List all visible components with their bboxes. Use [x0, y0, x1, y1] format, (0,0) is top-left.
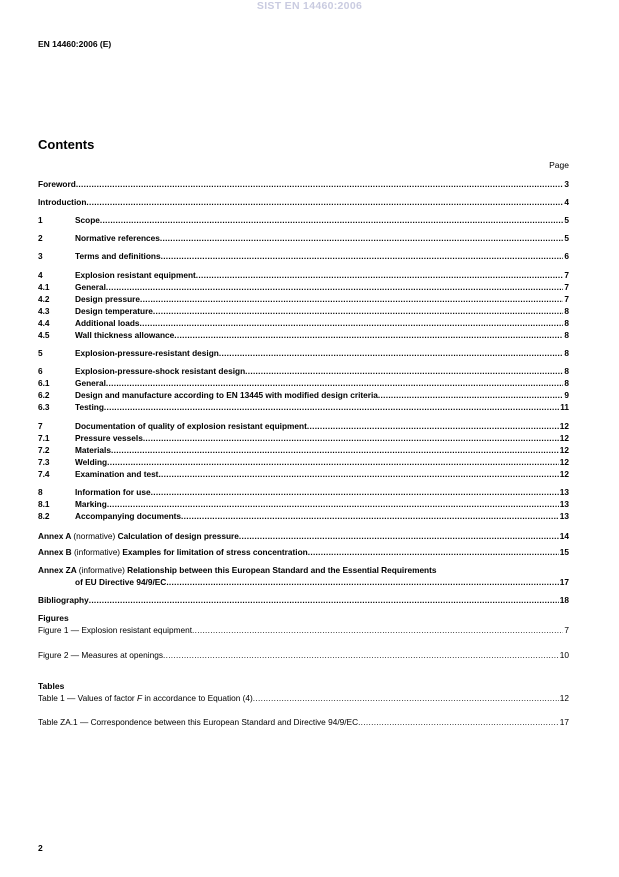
- toc-entry-number: 4.2: [38, 294, 50, 304]
- toc-page-number: 12: [559, 693, 569, 703]
- toc-page-number: 4: [564, 197, 569, 207]
- toc-entry-title: Information for use: [75, 487, 151, 497]
- toc-page-number: 9: [564, 390, 569, 400]
- leader-dots: [104, 402, 559, 413]
- leader-dots: [308, 547, 559, 558]
- toc-entry-number: 3: [38, 251, 43, 261]
- toc-entry-number: 6.3: [38, 402, 50, 412]
- toc-entry-title: Scope: [75, 215, 100, 225]
- toc-entry-number: 8.1: [38, 499, 50, 509]
- annex-title-continued: of EU Directive 94/9/EC: [75, 577, 167, 587]
- leader-dots: [111, 445, 559, 456]
- toc-entry-number: 4.3: [38, 306, 50, 316]
- leader-dots: [253, 693, 559, 704]
- leader-dots: [106, 378, 563, 389]
- toc-entry[interactable]: [38, 469, 569, 480]
- toc-entry-number: 7.4: [38, 469, 50, 479]
- toc-page-number: 18: [559, 595, 569, 605]
- toc-entry-title: Welding: [75, 457, 108, 467]
- toc-entry[interactable]: [38, 330, 569, 341]
- toc-annex-za[interactable]: [38, 565, 569, 576]
- leader-dots: [378, 390, 563, 401]
- toc-entry-title: Design pressure: [75, 294, 141, 304]
- annex-label: Annex B: [38, 547, 72, 557]
- toc-entry-title: Testing: [75, 402, 104, 412]
- toc-page-number: 8: [564, 318, 569, 328]
- figure-entry[interactable]: [38, 650, 569, 661]
- toc-annex-a[interactable]: [38, 531, 569, 542]
- leader-dots: [86, 197, 563, 208]
- toc-page-number: 5: [564, 215, 569, 225]
- toc-page-number: 12: [559, 457, 569, 467]
- table-entry[interactable]: [38, 717, 569, 728]
- figure-title: Figure 1 — Explosion resistant equipment: [38, 625, 193, 635]
- annex-title: Examples for limitation of stress concentration: [122, 547, 308, 557]
- toc-page-number: 7: [564, 294, 569, 304]
- toc-entry[interactable]: [38, 390, 569, 401]
- toc-entry-number: 5: [38, 348, 43, 358]
- toc-page-number: 12: [559, 469, 569, 479]
- leader-dots: [107, 499, 559, 510]
- toc-entry-title: Pressure vessels: [75, 433, 143, 443]
- toc-entry[interactable]: [38, 421, 569, 432]
- toc-entry-number: 4.1: [38, 282, 50, 292]
- leader-dots: [89, 595, 559, 606]
- toc-page-number: 7: [564, 282, 569, 292]
- toc-entry[interactable]: [38, 402, 569, 413]
- annex-label: Annex ZA: [38, 565, 77, 575]
- leader-dots: [106, 282, 563, 293]
- leader-dots: [219, 348, 564, 359]
- toc-entry-number: 1: [38, 215, 43, 225]
- toc-entry-number: 4: [38, 270, 43, 280]
- leader-dots: [160, 233, 564, 244]
- toc-entry-number: 8.2: [38, 511, 50, 521]
- toc-entry-title: Marking: [75, 499, 107, 509]
- leader-dots: [151, 487, 559, 498]
- toc-entry-title: Bibliography: [38, 595, 89, 605]
- toc-entry-number: 4.4: [38, 318, 50, 328]
- toc-entry[interactable]: [38, 270, 569, 281]
- toc-entry-title: Normative references: [75, 233, 160, 243]
- leader-dots: [76, 179, 564, 190]
- toc-entry[interactable]: [38, 215, 569, 226]
- figures-heading: Figures: [38, 613, 69, 623]
- toc-entry-title: Accompanying documents: [75, 511, 182, 521]
- leader-dots: [166, 577, 558, 588]
- toc-entry-number: 8: [38, 487, 43, 497]
- leader-dots: [100, 215, 563, 226]
- toc-entry[interactable]: [38, 233, 569, 244]
- toc-page-number: 12: [559, 421, 569, 431]
- toc-entry[interactable]: [38, 445, 569, 456]
- leader-dots: [245, 366, 563, 377]
- leader-dots: [307, 421, 559, 432]
- toc-page-number: 8: [564, 366, 569, 376]
- toc-page-number: 17: [559, 717, 569, 727]
- page-column-label: Page: [549, 160, 569, 170]
- page-title: Contents: [38, 137, 95, 152]
- table-entry[interactable]: [38, 693, 569, 704]
- toc-entry-title: Explosion resistant equipment: [75, 270, 196, 280]
- leader-dots: [358, 717, 559, 728]
- toc-entry-title: Design and manufacture according to EN 13445 with modified design criteria: [75, 390, 378, 400]
- watermark: SIST EN 14460:2006: [256, 0, 363, 12]
- toc-entry[interactable]: [38, 294, 569, 305]
- toc-annex-za-continued[interactable]: [75, 577, 569, 588]
- toc-entry-number: 7: [38, 421, 43, 431]
- toc-entry-number: 2: [38, 233, 43, 243]
- toc-entry-title: Explosion-pressure-shock resistant design: [75, 366, 246, 376]
- toc-entry[interactable]: [38, 366, 569, 377]
- toc-page-number: 12: [559, 433, 569, 443]
- toc-entry-title: Design temperature: [75, 306, 153, 316]
- toc-entry[interactable]: [38, 378, 569, 389]
- annex-type: (informative): [73, 547, 121, 557]
- toc-entry[interactable]: [38, 457, 569, 468]
- toc-page-number: 13: [559, 487, 569, 497]
- toc-page-number: 8: [564, 378, 569, 388]
- toc-page-number: 12: [559, 445, 569, 455]
- toc-entry-number: 6.2: [38, 390, 50, 400]
- toc-page-number: 10: [559, 650, 569, 660]
- toc-page-number: 13: [559, 499, 569, 509]
- annex-label: Annex A: [38, 531, 72, 541]
- toc-entry[interactable]: [38, 306, 569, 317]
- toc-entry[interactable]: [38, 511, 569, 522]
- table-title-symbol: F: [137, 693, 143, 703]
- toc-entry-title: General: [75, 378, 106, 388]
- toc-page-number: 14: [559, 531, 569, 541]
- toc-entry-title: Examination and test: [75, 469, 159, 479]
- toc-page-number: 7: [564, 270, 569, 280]
- document-header: EN 14460:2006 (E): [38, 39, 112, 49]
- toc-page-number: 6: [564, 251, 569, 261]
- toc-entry-number: 7.1: [38, 433, 50, 443]
- toc-page-number: 15: [559, 547, 569, 557]
- tables-heading: Tables: [38, 681, 65, 691]
- toc-entry-number: 4.5: [38, 330, 50, 340]
- leader-dots: [163, 650, 559, 661]
- leader-dots: [174, 330, 563, 341]
- toc-entry-title: Foreword: [38, 179, 76, 189]
- toc-entry[interactable]: [38, 318, 569, 329]
- page-number: 2: [38, 843, 43, 853]
- toc-entry[interactable]: [38, 282, 569, 293]
- annex-type: (normative): [73, 531, 116, 541]
- leader-dots: [107, 457, 559, 468]
- toc-entry[interactable]: [38, 433, 569, 444]
- toc-entry[interactable]: [38, 179, 569, 190]
- toc-entry-title: Wall thickness allowance: [75, 330, 175, 340]
- annex-type: (informative): [78, 565, 125, 575]
- leader-dots: [158, 469, 558, 480]
- leader-dots: [143, 433, 559, 444]
- leader-dots: [153, 306, 563, 317]
- toc-entry-title: Documentation of quality of explosion resistant equipment: [75, 421, 307, 431]
- table-title: Table ZA.1 — Correspondence between this European Standard and Directive 94/9/EC: [38, 717, 359, 727]
- toc-annex-b[interactable]: [38, 547, 569, 558]
- toc-page-number: 11: [560, 402, 569, 412]
- toc-page-number: 13: [559, 511, 569, 521]
- figure-entry[interactable]: [38, 625, 569, 636]
- toc-entry-title: General: [75, 282, 106, 292]
- annex-title: Calculation of design pressure: [117, 531, 239, 541]
- toc-page-number: 17: [559, 577, 569, 587]
- toc-entry-title: Materials: [75, 445, 111, 455]
- leader-dots: [239, 531, 559, 542]
- toc-page-number: 8: [564, 330, 569, 340]
- toc-bibliography[interactable]: [38, 595, 569, 606]
- annex-title: Relationship between this European Standard and the Essential Requirements: [127, 565, 437, 575]
- toc-page-number: 3: [564, 179, 569, 189]
- toc-page-number: 8: [564, 348, 569, 358]
- leader-dots: [181, 511, 559, 522]
- leader-dots: [196, 270, 564, 281]
- toc-entry[interactable]: [38, 251, 569, 262]
- toc-entry-title: Introduction: [38, 197, 87, 207]
- toc-entry[interactable]: [38, 487, 569, 498]
- leader-dots: [140, 318, 564, 329]
- toc-entry-number: 6: [38, 366, 43, 376]
- toc-entry-title: Explosion-pressure-resistant design: [75, 348, 219, 358]
- figure-title: Figure 2 — Measures at openings: [38, 650, 163, 660]
- toc-page-number: 5: [564, 233, 569, 243]
- toc-entry-title: Terms and definitions: [75, 251, 161, 261]
- toc-page-number: 7: [564, 625, 569, 635]
- leader-dots: [192, 625, 563, 636]
- toc-page-number: 8: [564, 306, 569, 316]
- toc-entry-number: 7.3: [38, 457, 50, 467]
- leader-dots: [140, 294, 563, 305]
- table-title-rest: in accordance to Equation (4): [142, 693, 253, 703]
- toc-entry[interactable]: [38, 197, 569, 208]
- toc-entry-title: Additional loads: [75, 318, 140, 328]
- toc-entry[interactable]: [38, 499, 569, 510]
- toc-entry-number: 6.1: [38, 378, 50, 388]
- toc-entry[interactable]: [38, 348, 569, 359]
- table-title: Table 1 — Values of factor: [38, 693, 137, 703]
- leader-dots: [161, 251, 564, 262]
- toc-entry-number: 7.2: [38, 445, 50, 455]
